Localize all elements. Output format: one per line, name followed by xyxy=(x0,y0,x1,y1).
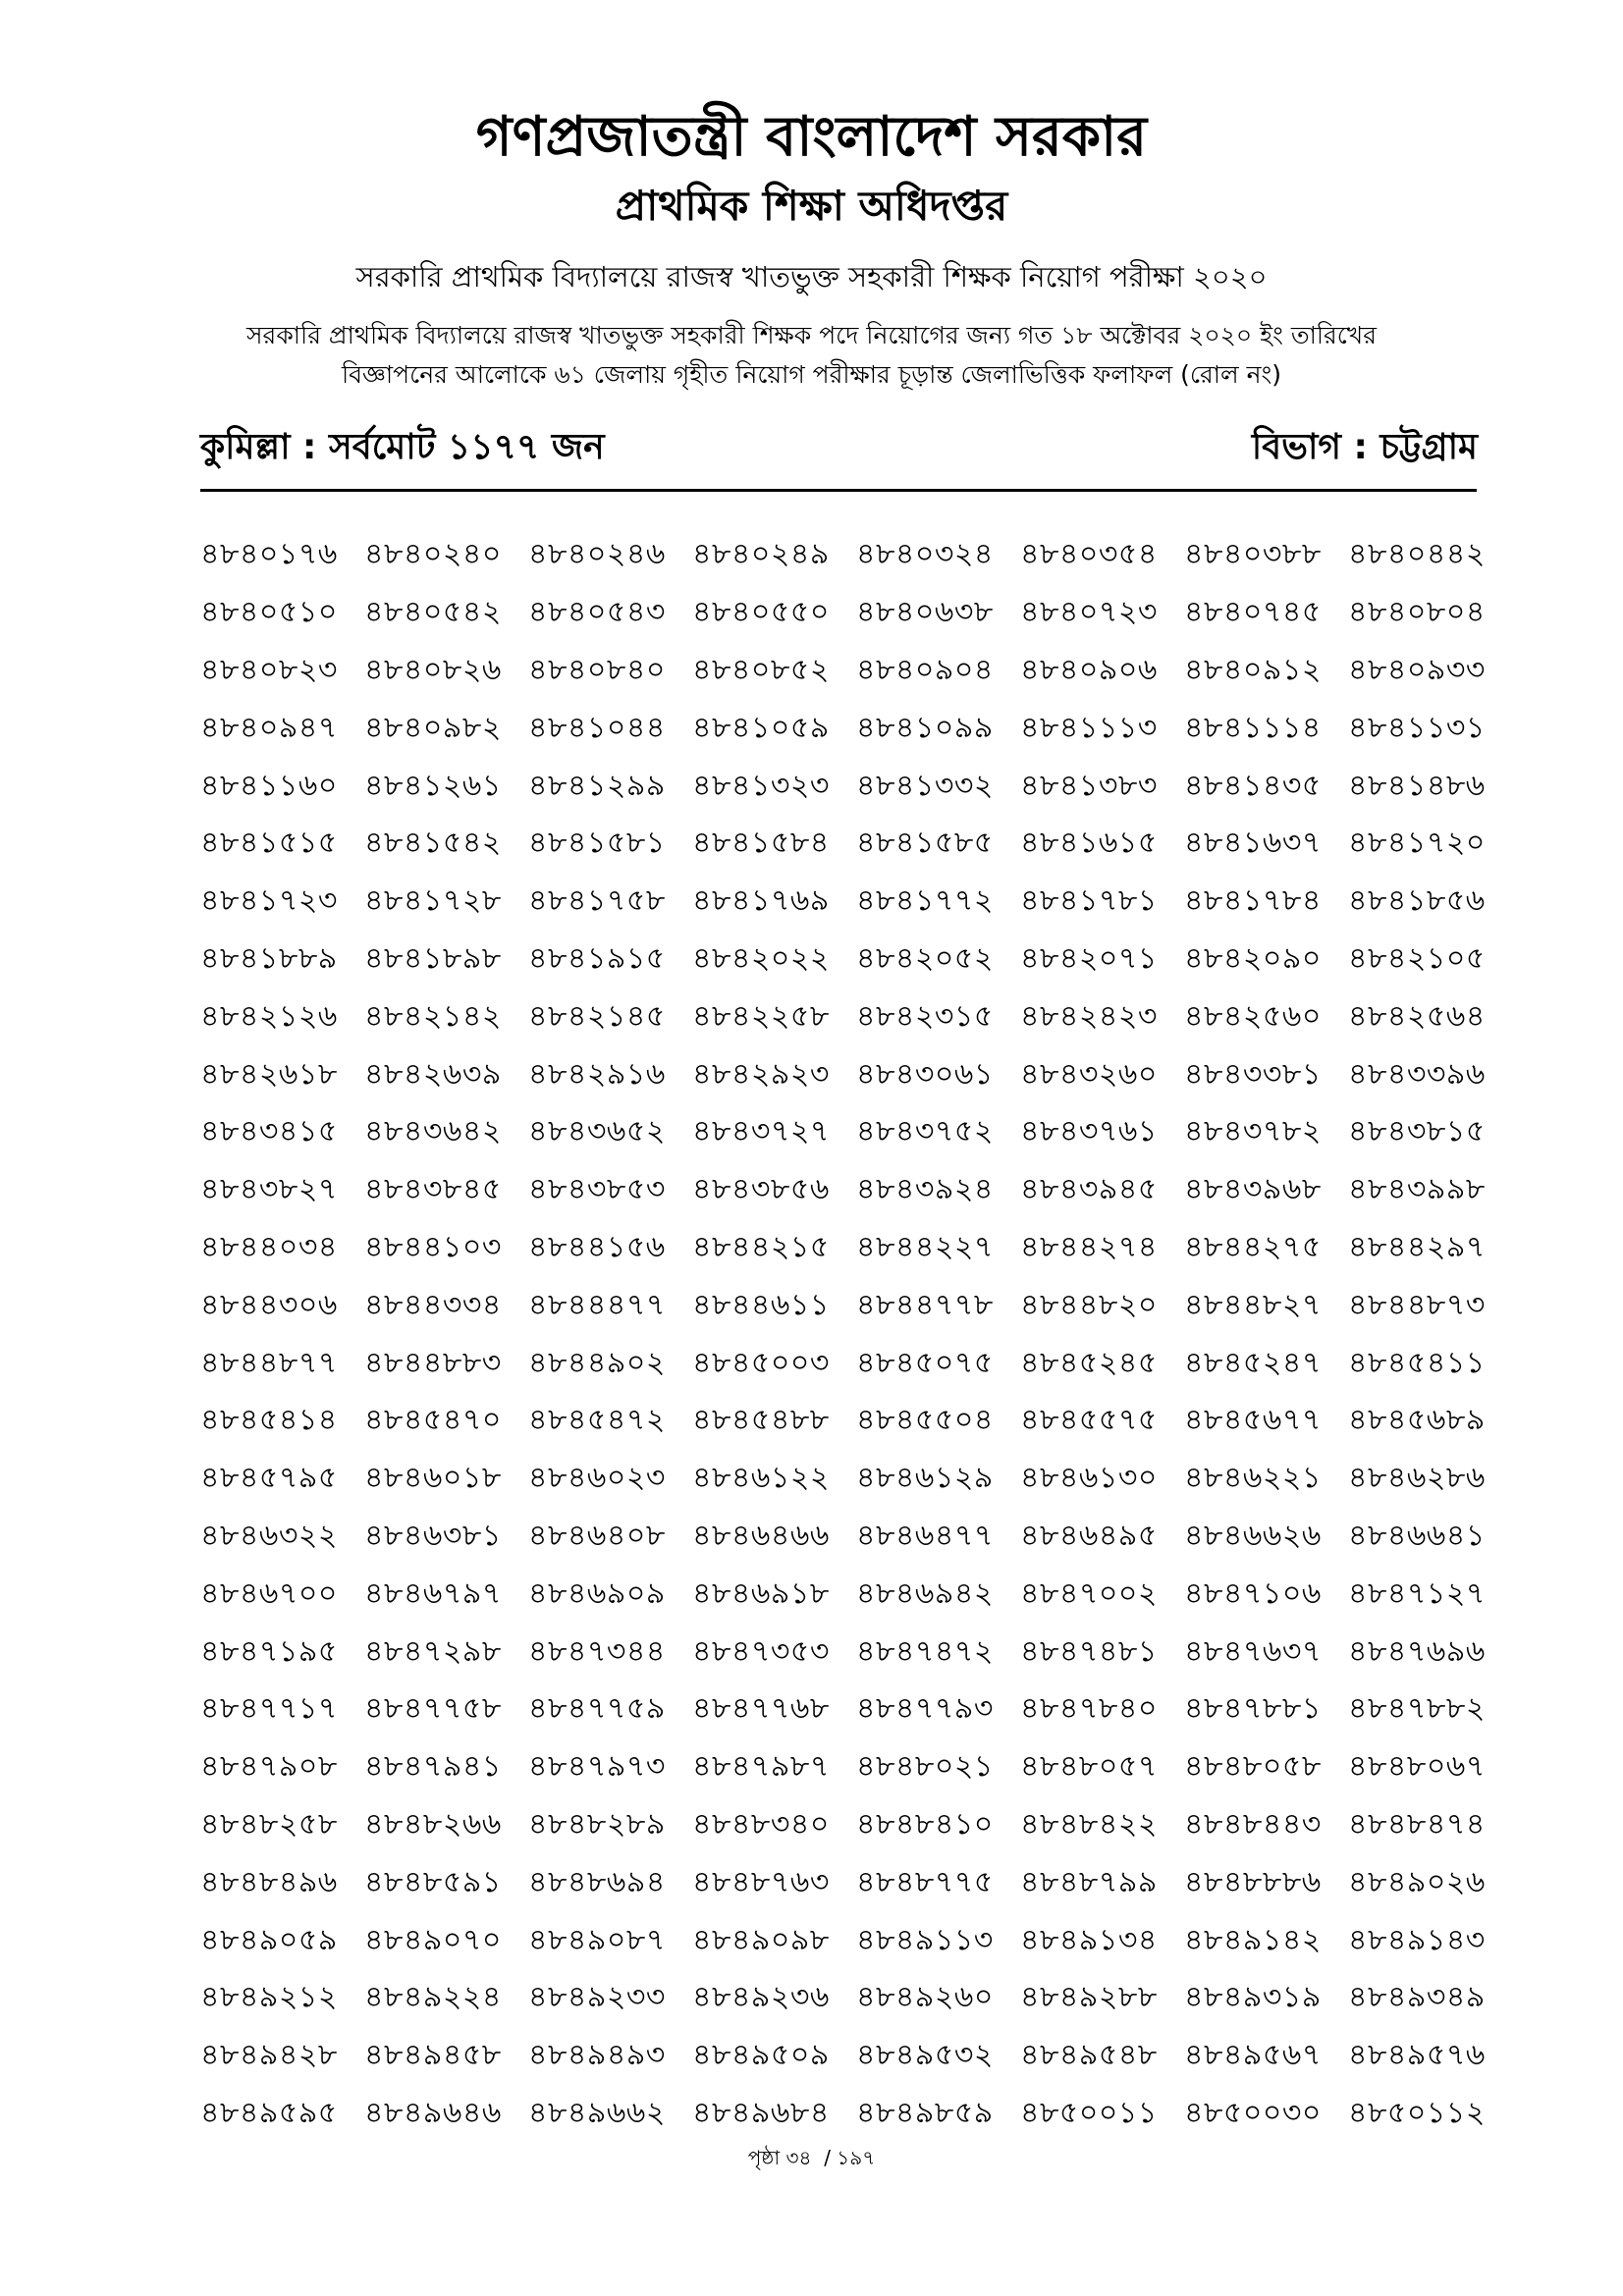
roll-number: ৪৮৪৬৪০৮ xyxy=(528,1518,666,1553)
roll-number: ৪৮৪১৮৮৯ xyxy=(200,940,338,976)
roll-number: ৪৮৪৫৬৭৭ xyxy=(1184,1403,1322,1438)
roll-number: ৪৮৪৯০২৬ xyxy=(1348,1864,1486,1899)
roll-number: ৪৮৪৭৯০৮ xyxy=(200,1749,338,1785)
roll-number: ৪৮৪৯৪৫৮ xyxy=(364,2038,502,2073)
roll-number: ৪৮৪৯২৬০ xyxy=(856,1980,994,2015)
roll-number: ৪৮৪৬০২৩ xyxy=(528,1461,666,1496)
roll-number: ৪৮৪৭৬৩৭ xyxy=(1184,1633,1322,1669)
roll-number: ৪৮৪৪৮২৭ xyxy=(1184,1287,1322,1322)
roll-number: ৪৮৪৮২৫৮ xyxy=(200,1806,338,1842)
roll-number: ৪৮৪৩৭৮২ xyxy=(1184,1114,1322,1149)
roll-number: ৪৮৪৪২১৫ xyxy=(692,1229,830,1264)
roll-number: ৪৮৪৬৩৮১ xyxy=(364,1518,502,1553)
description-line-2: বিজ্ঞাপনের আলোকে ৬১ জেলায় গৃহীত নিয়োগ পরীক্ষার চূড়ান্ত জেলাভিত্তিক ফলাফল (রোল নং) xyxy=(341,360,1282,389)
roll-number: ৪৮৪১৫৮১ xyxy=(528,826,666,861)
roll-number: ৪৮৪৫৪১৪ xyxy=(200,1403,338,1438)
roll-number: ৪৮৪৪৯০২ xyxy=(528,1345,666,1380)
roll-number: ৪৮৪০৯০৬ xyxy=(1020,652,1158,687)
roll-number: ৪৮৪৪২৭৪ xyxy=(1020,1229,1158,1264)
roll-number: ৪৮৪৬৪৬৬ xyxy=(692,1518,830,1553)
roll-number: ৪৮৪৬৭০০ xyxy=(200,1575,338,1611)
roll-number: ৪৮৪৫৪১১ xyxy=(1348,1345,1486,1380)
roll-number: ৪৮৪৭৯৭৩ xyxy=(528,1749,666,1785)
roll-number: ৪৮৪১৩৩২ xyxy=(856,768,994,803)
roll-number: ৪৮৪১৭৬৯ xyxy=(692,883,830,919)
roll-number: ৪৮৪৭৩৪৪ xyxy=(528,1633,666,1669)
roll-number: ৪৮৪১২৯৯ xyxy=(528,768,666,803)
roll-number: ৪৮৪১৪৮৬ xyxy=(1348,768,1486,803)
roll-number: ৪৮৪৮০৫৮ xyxy=(1184,1749,1322,1785)
roll-number: ৪৮৪৩৮৫৬ xyxy=(692,1172,830,1207)
roll-number: ৪৮৪০৯৮২ xyxy=(364,710,502,745)
roll-number: ৪৮৪৯৫০৯ xyxy=(692,2038,830,2073)
roll-number: ৪৮৪১৬১৫ xyxy=(1020,826,1158,861)
roll-number: ৪৮৪৯৫৩২ xyxy=(856,2038,994,2073)
roll-number: ৪৮৪০৮০৪ xyxy=(1348,595,1486,630)
roll-number: ৪৮৪৬৯৪২ xyxy=(856,1575,994,1611)
roll-number: ৪৮৪৩৮২৭ xyxy=(200,1172,338,1207)
roll-number: ৪৮৪২০৫২ xyxy=(856,940,994,976)
roll-number: ৪৮৪৩৮৫৩ xyxy=(528,1172,666,1207)
exam-title: সরকারি প্রাথমিক বিদ্যালয়ে রাজস্ব খাতভুক্ত সহকারী শিক্ষক নিয়োগ পরীক্ষা ২০২০ xyxy=(355,260,1268,294)
roll-number: ৪৮৪৮২৬৬ xyxy=(364,1806,502,1842)
roll-number: ৪৮৪০৬৩৮ xyxy=(856,595,994,630)
roll-number: ৪৮৪৪৭৭৮ xyxy=(856,1287,994,1322)
roll-number: ৪৮৪২৬১৮ xyxy=(200,1056,338,1092)
roll-number: ৪৮৪১৭৮১ xyxy=(1020,883,1158,919)
roll-number: ৪৮৪৪৮৭৩ xyxy=(1348,1287,1486,1322)
roll-number: ৪৮৪৯৬৬২ xyxy=(528,2095,666,2130)
page-footer xyxy=(0,2144,1623,2171)
roll-number: ৪৮৪৯৫৯৫ xyxy=(200,2095,338,2130)
roll-number: ৪৮৪৩৯৪৫ xyxy=(1020,1172,1158,1207)
roll-number: ৪৮৪৭৮৮১ xyxy=(1184,1691,1322,1727)
roll-number: ৪৮৪৬১২৯ xyxy=(856,1461,994,1496)
roll-number: ৪৮৪০৮৫২ xyxy=(692,652,830,687)
roll-number: ৪৮৪৫৭৯৫ xyxy=(200,1461,338,1496)
roll-number: ৪৮৪০৯৪৭ xyxy=(200,710,338,745)
roll-number: ৪৮৪১২৬১ xyxy=(364,768,502,803)
roll-number: ৪৮৪০৪৪২ xyxy=(1348,537,1486,572)
roll-number: ৪৮৪৮৮৮৬ xyxy=(1184,1864,1322,1899)
roll-number: ৪৮৪৬৯০৯ xyxy=(528,1575,666,1611)
roll-number: ৪৮৪০৯৩৩ xyxy=(1348,652,1486,687)
roll-number: ৪৮৪৮৫৯১ xyxy=(364,1864,502,1899)
roll-number: ৪৮৪৮৭৯৯ xyxy=(1020,1864,1158,1899)
roll-number: ৪৮৪৫৫৭৫ xyxy=(1020,1403,1158,1438)
roll-number: ৪৮৪০৮৪০ xyxy=(528,652,666,687)
roll-number: ৪৮৪৯৮৫৯ xyxy=(856,2095,994,2130)
roll-number: ৪৮৪৮০২১ xyxy=(856,1749,994,1785)
roll-number: ৪৮৪৯১১৩ xyxy=(856,1922,994,1957)
roll-number: ৪৮৪১১৬০ xyxy=(200,768,338,803)
roll-number: ৪৮৪৯০৮৭ xyxy=(528,1922,666,1957)
roll-number: ৪৮৪৭৭৫৮ xyxy=(364,1691,502,1727)
roll-number: ৪৮৪৭১২৭ xyxy=(1348,1575,1486,1611)
roll-number: ৪৮৪০৩২৪ xyxy=(856,537,994,572)
roll-number: ৪৮৪১০৯৯ xyxy=(856,710,994,745)
roll-number: ৪৮৪৯১৪৩ xyxy=(1348,1922,1486,1957)
roll-number: ৪৮৪০৫৪৩ xyxy=(528,595,666,630)
roll-number: ৪৮৪৩৪১৫ xyxy=(200,1114,338,1149)
roll-number: ৪৮৪৩৮৪৫ xyxy=(364,1172,502,1207)
government-title: গণপ্রজাতন্ত্রী বাংলাদেশ সরকার xyxy=(475,105,1148,169)
roll-number: ৪৮৪৪৬১১ xyxy=(692,1287,830,1322)
roll-number: ৪৮৪০২৪৬ xyxy=(528,537,666,572)
roll-number: ৪৮৪৫৬৮৯ xyxy=(1348,1403,1486,1438)
roll-number: ৪৮৪৭৪৭২ xyxy=(856,1633,994,1669)
roll-number: ৪৮৪৭২৯৮ xyxy=(364,1633,502,1669)
roll-number: ৪৮৪১১১৪ xyxy=(1184,710,1322,745)
roll-number: ৪৮৪৬২৮৬ xyxy=(1348,1461,1486,1496)
roll-number: ৪৮৪১৭৮৪ xyxy=(1184,883,1322,919)
roll-number: ৪৮৪২৯২৩ xyxy=(692,1056,830,1092)
roll-number: ৪৮৪৯৬৮৪ xyxy=(692,2095,830,2130)
roll-number: ৪৮৪০২৪০ xyxy=(364,537,502,572)
roll-number: ৪৮৪২০৯০ xyxy=(1184,940,1322,976)
roll-number: ৪৮৪৬৯১৮ xyxy=(692,1575,830,1611)
roll-number: ৪৮৫০০৩০ xyxy=(1184,2095,1322,2130)
roll-number: ৪৮৪৩৭৫২ xyxy=(856,1114,994,1149)
roll-number: ৪৮৪৮৪৯৬ xyxy=(200,1864,338,1899)
roll-number: ৪৮৪০৫৫০ xyxy=(692,595,830,630)
roll-number: ৪৮৪৬৪৯৫ xyxy=(1020,1518,1158,1553)
roll-number: ৪৮৪৪১৫৬ xyxy=(528,1229,666,1264)
page-number: পৃষ্ঠা ৩৪ / ১৯৭ xyxy=(747,2146,876,2169)
roll-number: ৪৮৪৮৪৭৪ xyxy=(1348,1806,1486,1842)
roll-number: ৪৮৪১৭২৩ xyxy=(200,883,338,919)
roll-number: ৪৮৪৯৫৪৮ xyxy=(1020,2038,1158,2073)
roll-number: ৪৮৪১০৫৯ xyxy=(692,710,830,745)
roll-number: ৪৮৪৪৮৭৭ xyxy=(200,1345,338,1380)
roll-number: ৪৮৪৯০৭০ xyxy=(364,1922,502,1957)
roll-number: ৪৮৪৯০৫৯ xyxy=(200,1922,338,1957)
roll-number: ৪৮৪৯২৩৩ xyxy=(528,1980,666,2015)
roll-number: ৪৮৪৩৬৫২ xyxy=(528,1114,666,1149)
roll-number: ৪৮৪৫২৪৫ xyxy=(1020,1345,1158,1380)
roll-number: ৪৮৪৪২৯৭ xyxy=(1348,1229,1486,1264)
roll-number: ৪৮৪৪২২৭ xyxy=(856,1229,994,1264)
roll-number: ৪৮৪৭৭৯৩ xyxy=(856,1691,994,1727)
roll-number: ৪৮৪১৬৩৭ xyxy=(1184,826,1322,861)
roll-number: ৪৮৪১৩৮৩ xyxy=(1020,768,1158,803)
roll-number: ৪৮৪৩৩৮১ xyxy=(1184,1056,1322,1092)
roll-number: ৪৮৪৫০০৩ xyxy=(692,1345,830,1380)
roll-number: ৪৮৪৯৫৬৭ xyxy=(1184,2038,1322,2073)
roll-number: ৪৮৪১৮৯৮ xyxy=(364,940,502,976)
roll-number: ৪৮৪৪১০৩ xyxy=(364,1229,502,1264)
roll-number: ৪৮৪০৭২৩ xyxy=(1020,595,1158,630)
roll-number: ৪৮৪৯২১২ xyxy=(200,1980,338,2015)
roll-number: ৪৮৪১৭৫৮ xyxy=(528,883,666,919)
roll-number: ৪৮৪৩৯৯৮ xyxy=(1348,1172,1486,1207)
roll-number: ৪৮৪০৯১২ xyxy=(1184,652,1322,687)
roll-number: ৪৮৪০৮২৬ xyxy=(364,652,502,687)
roll-number: ৪৮৪২৫৬৪ xyxy=(1348,998,1486,1034)
roll-number: ৪৮৪১১১৩ xyxy=(1020,710,1158,745)
roll-number: ৪৮৪৬৪৭৭ xyxy=(856,1518,994,1553)
roll-number: ৪৮৪৬৬২৬ xyxy=(1184,1518,1322,1553)
roll-number: ৪৮৪৭৯৮৭ xyxy=(692,1749,830,1785)
roll-number: ৪৮৪৫৪৭০ xyxy=(364,1403,502,1438)
district-header xyxy=(200,420,1478,479)
roll-number: ৪৮৪৮২৮৯ xyxy=(528,1806,666,1842)
roll-number: ৪৮৪৫২৪৭ xyxy=(1184,1345,1322,1380)
roll-number: ৪৮৪৯২৩৬ xyxy=(692,1980,830,2015)
roll-number: ৪৮৪২১০৫ xyxy=(1348,940,1486,976)
roll-number: ৪৮৪০৩৮৮ xyxy=(1184,537,1322,572)
roll-number: ৪৮৪০৮২৩ xyxy=(200,652,338,687)
roll-number: ৪৮৪০৩৫৪ xyxy=(1020,537,1158,572)
roll-number: ৪৮৪৬১৩০ xyxy=(1020,1461,1158,1496)
roll-number: ৪৮৪২১২৬ xyxy=(200,998,338,1034)
roll-number: ৪৮৪৭৭৬৮ xyxy=(692,1691,830,1727)
roll-number: ৪৮৪৩৮১৫ xyxy=(1348,1114,1486,1149)
roll-number: ৪৮৪৯৪২৮ xyxy=(200,2038,338,2073)
roll-number: ৪৮৫০১১২ xyxy=(1348,2095,1486,2130)
roll-number: ৪৮৪৮৬৯৪ xyxy=(528,1864,666,1899)
roll-number: ৪৮৪১৫৮৪ xyxy=(692,826,830,861)
roll-number: ৪৮৪৮৩৪০ xyxy=(692,1806,830,1842)
roll-number: ৪৮৪৬২২১ xyxy=(1184,1461,1322,1496)
roll-number: ৪৮৪০৫১০ xyxy=(200,595,338,630)
roll-number: ৪৮৪৩৬৪২ xyxy=(364,1114,502,1149)
roll-number: ৪৮৫০০১১ xyxy=(1020,2095,1158,2130)
roll-number: ৪৮৪৯৩১৯ xyxy=(1184,1980,1322,2015)
roll-number: ৪৮৪৯০৯৮ xyxy=(692,1922,830,1957)
roll-number: ৪৮৪৫৫০৪ xyxy=(856,1403,994,1438)
description-line-1: সরকারি প্রাথমিক বিদ্যালয়ে রাজস্ব খাতভুক্ত সহকারী শিক্ষক পদে নিয়োগের জন্য গত ১৮ অক্টোবর ২০২০ ইং তারিখের xyxy=(246,321,1377,349)
roll-number: ৪৮৪১৫৮৫ xyxy=(856,826,994,861)
roll-number: ৪৮৪২৩১৫ xyxy=(856,998,994,1034)
roll-number: ৪৮৪৭৮৪০ xyxy=(1020,1691,1158,1727)
roll-number: ৪৮৪১৭৭২ xyxy=(856,883,994,919)
roll-number: ৪৮৪২৪২৩ xyxy=(1020,998,1158,1034)
department-title: প্রাথমিক শিক্ষা অধিদপ্তর xyxy=(615,182,1008,230)
roll-number: ৪৮৪২১৪৫ xyxy=(528,998,666,1034)
roll-number: ৪৮৪১৯১৫ xyxy=(528,940,666,976)
roll-number: ৪৮৪৭৬৯৬ xyxy=(1348,1633,1486,1669)
roll-number: ৪৮৪২৬৩৯ xyxy=(364,1056,502,1092)
roll-number: ৪৮৪৩২৬০ xyxy=(1020,1056,1158,1092)
roll-number: ৪৮৪৮০৫৭ xyxy=(1020,1749,1158,1785)
roll-number: ৪৮৪৬০১৮ xyxy=(364,1461,502,1496)
roll-number: ৪৮৪৪৪৭৭ xyxy=(528,1287,666,1322)
roll-number: ৪৮৪৭৮৮২ xyxy=(1348,1691,1486,1727)
roll-number: ৪৮৪৬১২২ xyxy=(692,1461,830,1496)
roll-number: ৪৮৪১১৩১ xyxy=(1348,710,1486,745)
roll-number: ৪৮৪১০৪৪ xyxy=(528,710,666,745)
roll-number: ৪৮৪৩৩৯৬ xyxy=(1348,1056,1486,1092)
roll-number: ৪৮৪৬৩২২ xyxy=(200,1518,338,1553)
roll-number: ৪৮৪৯৩৪৯ xyxy=(1348,1980,1486,2015)
roll-number: ৪৮৪৮৪২২ xyxy=(1020,1806,1158,1842)
roll-number: ৪৮৪৭৭৫৯ xyxy=(528,1691,666,1727)
roll-number: ৪৮৪৭৭১৭ xyxy=(200,1691,338,1727)
roll-number: ৪৮৪২০২২ xyxy=(692,940,830,976)
roll-number: ৪৮৪০৭৪৫ xyxy=(1184,595,1322,630)
roll-number: ৪৮৪৫০৭৫ xyxy=(856,1345,994,1380)
roll-number: ৪৮৪৯১৩৪ xyxy=(1020,1922,1158,1957)
roll-number: ৪৮৪৬৬৪১ xyxy=(1348,1518,1486,1553)
roll-number: ৪৮৪৮৪৪৩ xyxy=(1184,1806,1322,1842)
roll-number: ৪৮৪১৪৩৫ xyxy=(1184,768,1322,803)
roll-number: ৪৮৪৯৫৭৬ xyxy=(1348,2038,1486,2073)
roll-number: ৪৮৪৮৪১০ xyxy=(856,1806,994,1842)
roll-number: ৪৮৪৩৯৬৮ xyxy=(1184,1172,1322,1207)
roll-number: ৪৮৪৪০৩৪ xyxy=(200,1229,338,1264)
header-divider xyxy=(200,489,1477,492)
roll-number: ৪৮৪৪৮৮৩ xyxy=(364,1345,502,1380)
roll-number: ৪৮৪৭০০২ xyxy=(1020,1575,1158,1611)
roll-number: ৪৮৪৭১০৬ xyxy=(1184,1575,1322,1611)
roll-number: ৪৮৪১৭২০ xyxy=(1348,826,1486,861)
roll-number: ৪৮৪১৮৫৬ xyxy=(1348,883,1486,919)
roll-number: ৪৮৪৪৮২০ xyxy=(1020,1287,1158,1322)
roll-number: ৪৮৪৮৭৭৫ xyxy=(856,1864,994,1899)
roll-number: ৪৮৪৭৩৫৩ xyxy=(692,1633,830,1669)
roll-number: ৪৮৪৯২২৪ xyxy=(364,1980,502,2015)
roll-number: ৪৮৪৪২৭৫ xyxy=(1184,1229,1322,1264)
roll-number: ৪৮৪৯২৮৮ xyxy=(1020,1980,1158,2015)
roll-number: ৪৮৪০১৭৬ xyxy=(200,537,338,572)
roll-number: ৪৮৪৩৭২৭ xyxy=(692,1114,830,1149)
district-total: কুমিল্লা : সর্বমোট ১১৭৭ জন xyxy=(200,427,605,467)
roll-number: ৪৮৪২৫৬০ xyxy=(1184,998,1322,1034)
roll-number: ৪৮৪৩৭৬১ xyxy=(1020,1114,1158,1149)
roll-number: ৪৮৪০৯০৪ xyxy=(856,652,994,687)
roll-number: ৪৮৪৪৩০৬ xyxy=(200,1287,338,1322)
roll-number: ৪৮৪২০৭১ xyxy=(1020,940,1158,976)
roll-number: ৪৮৪৩০৬১ xyxy=(856,1056,994,1092)
roll-number: ৪৮৪০২৪৯ xyxy=(692,537,830,572)
roll-number: ৪৮৪০৫৪২ xyxy=(364,595,502,630)
roll-number-grid xyxy=(200,526,1516,2142)
roll-number: ৪৮৪২১৪২ xyxy=(364,998,502,1034)
roll-number: ৪৮৪৬৭৯৭ xyxy=(364,1575,502,1611)
division-label: বিভাগ : চট্টগ্রাম xyxy=(1251,427,1478,467)
roll-number: ৪৮৪৪৩৩৪ xyxy=(364,1287,502,1322)
roll-number: ৪৮৪৯৬৪৬ xyxy=(364,2095,502,2130)
roll-number: ৪৮৪৯৪৯৩ xyxy=(528,2038,666,2073)
roll-number: ৪৮৪১৫৪২ xyxy=(364,826,502,861)
roll-number: ৪৮৪৮০৬৭ xyxy=(1348,1749,1486,1785)
roll-number: ৪৮৪৫৪৭২ xyxy=(528,1403,666,1438)
roll-number: ৪৮৪৯১৪২ xyxy=(1184,1922,1322,1957)
roll-number: ৪৮৪২২৫৮ xyxy=(692,998,830,1034)
roll-number: ৪৮৪৮৭৬৩ xyxy=(692,1864,830,1899)
roll-number: ৪৮৪১৩২৩ xyxy=(692,768,830,803)
roll-number: ৪৮৪১৭২৮ xyxy=(364,883,502,919)
roll-number: ৪৮৪৭৯৪১ xyxy=(364,1749,502,1785)
roll-number: ৪৮৪৭১৯৫ xyxy=(200,1633,338,1669)
roll-number: ৪৮৪৫৪৮৮ xyxy=(692,1403,830,1438)
roll-number: ৪৮৪৩৯২৪ xyxy=(856,1172,994,1207)
result-description xyxy=(0,316,1623,395)
roll-number: ৪৮৪৭৪৮১ xyxy=(1020,1633,1158,1669)
roll-number: ৪৮৪২৯১৬ xyxy=(528,1056,666,1092)
roll-number: ৪৮৪১৫১৫ xyxy=(200,826,338,861)
